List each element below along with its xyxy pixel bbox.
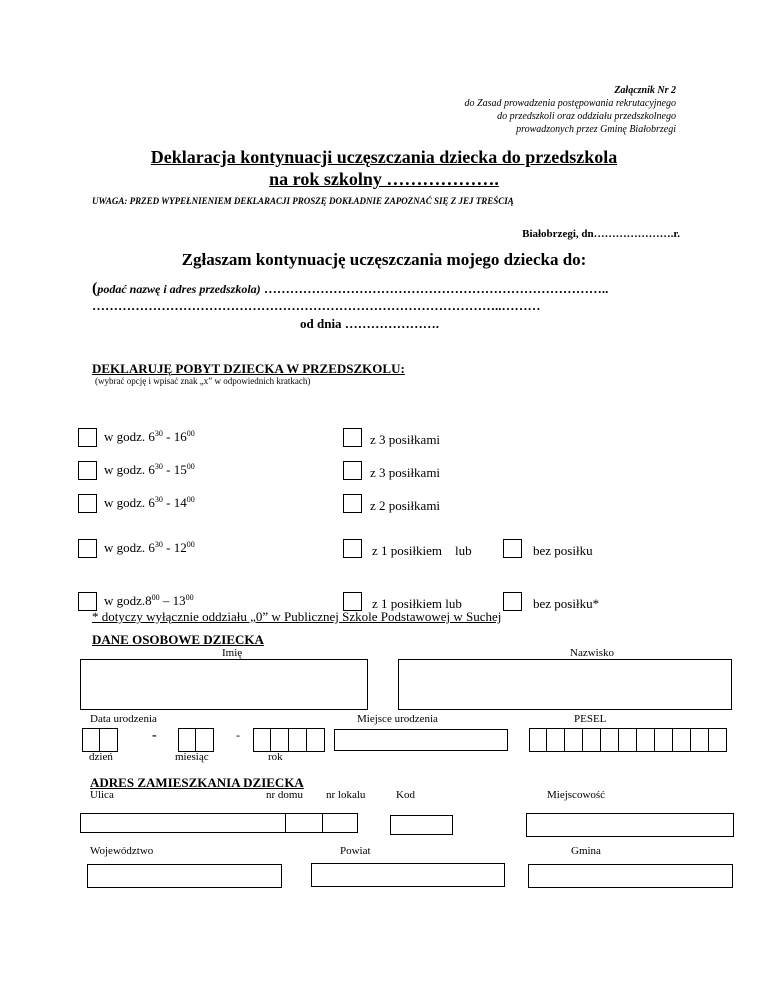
house-no-label: nr domu [266,789,303,801]
voivodeship-field[interactable] [87,864,282,888]
address-heading: ADRES ZAMIESZKANIA DZIECKA [90,775,304,790]
option-5-meal: z 1 posiłkiem lub [372,596,462,611]
stay-note: (wybrać opcję i wpisać znak „x” w odpowiednich kratkach) [95,376,311,386]
option-1-meal-checkbox[interactable] [343,428,362,447]
month-cells[interactable] [178,728,214,752]
option-1-hours: w godz. $6^{30} - 16^{00}$ [104,429,195,444]
commune-label: Gmina [571,845,601,857]
option-4-alt: bez posiłku [533,543,593,558]
birth-place-field[interactable] [334,729,508,751]
year-cells[interactable] [253,728,325,752]
stay-heading: DEKLARUJĘ POBYT DZIECKA W PRZEDSZKOLU: [92,361,405,376]
option-5-alt: bez posiłku* [533,596,600,611]
place-date: Białobrzegi, dn………………….r. [522,228,680,240]
option-2-hours: w godz. $6^{30} - 15^{00}$ [104,462,195,477]
option-4-or: lub [455,543,472,558]
annex-line-3: do przedszkoli oraz oddziału przedszkolnego [497,111,676,122]
option-2-meal: z 3 posiłkami [370,465,441,480]
annex-number: Załącznik Nr 2 [614,85,676,96]
option-3-meal: z 2 posiłkami [370,498,441,513]
option-2-meal-checkbox[interactable] [343,461,362,480]
town-label: Miejscowość [547,789,606,801]
street-label: Ulica [90,789,114,801]
option-1-meal: z 3 posiłkami [370,432,441,447]
option-4-checkbox[interactable] [78,539,97,558]
school-label: podać nazwę i adres przedszkola [97,282,257,296]
option-3-checkbox[interactable] [78,494,97,513]
option-4-meal-checkbox[interactable] [343,539,362,558]
house-no-field[interactable] [285,813,323,833]
school-dots-2[interactable]: …………………………………………………………………………………..……… [92,298,541,313]
date-dash-2: - [236,728,240,742]
last-name-label: Nazwisko [570,647,614,659]
commune-field[interactable] [528,864,733,888]
option-5-hours: w $godz.8^{00} - 13^{00}$ [104,593,194,608]
option-3-hours: w godz. $6^{30} - 14^{00}$ [104,495,195,510]
option-1-checkbox[interactable] [78,428,97,447]
day-cells[interactable] [82,728,118,752]
option-4-alt-checkbox[interactable] [503,539,522,558]
first-name-label: Imię [222,647,243,659]
county-field[interactable] [311,863,505,887]
personal-heading: DANE OSOBOWE DZIECKA [92,632,264,647]
pesel-label: PESEL [574,713,607,725]
option-3-meal-checkbox[interactable] [343,494,362,513]
annex-line-2: do Zasad prowadzenia postępowania rekrutacyjnego [464,98,676,109]
birth-place-label: Miejsce urodzenia [357,713,438,725]
birth-date-label: Data urodzenia [90,713,157,725]
option-4-meal: z 1 posiłkiem [372,543,443,558]
option-4-hours: w godz. $6^{30} - 12^{00}$ [104,540,195,555]
postal-field[interactable] [390,815,453,835]
street-field[interactable] [80,813,286,833]
day-label: dzień [89,751,113,763]
first-name-field[interactable] [80,659,368,710]
voivodeship-label: Województwo [90,845,154,857]
warning-note: UWAGA: PRZED WYPEŁNIENIEM DEKLARACJI PROSZĘ DOKŁADNIE ZAPOZNAĆ SIĘ Z JEJ TREŚCIĄ [92,196,514,206]
date-dash-1: - [152,728,157,743]
option-5-alt-checkbox[interactable] [503,592,522,611]
postal-label: Kod [396,789,415,801]
annex-line-4: prowadzonych przez Gminę Białobrzegi [516,124,676,135]
annex-header [465,84,676,136]
pesel-cells[interactable] [529,728,727,752]
footnote: * dotyczy wyłącznie oddziału „0” w Publicznej Szkole Podstawowej w Suchej [92,609,502,624]
year-label: rok [268,751,283,763]
title-line-2: na rok szkolny ………………. [269,169,499,189]
option-2-checkbox[interactable] [78,461,97,480]
document-title [0,146,768,190]
paren: ( [92,280,98,297]
school-dots-1[interactable]: …………………………………………………………………….. [263,281,609,296]
title-line-1: Deklaracja kontynuacji uczęszczania dziecka do przedszkola [150,147,618,167]
continuation-heading: Zgłaszam kontynuację uczęszczania mojego dziecka do: [181,250,587,269]
flat-no-label: nr lokalu [326,789,366,801]
from-date[interactable]: od dnia …………………. [300,316,440,331]
flat-no-field[interactable] [322,813,358,833]
town-field[interactable] [526,813,734,837]
county-label: Powiat [340,845,371,857]
school-name-line: (podać nazwę i adres przedszkola) …………………………………………………………………….. [92,280,609,297]
last-name-field[interactable] [398,659,732,710]
month-label: miesiąc [175,751,209,763]
